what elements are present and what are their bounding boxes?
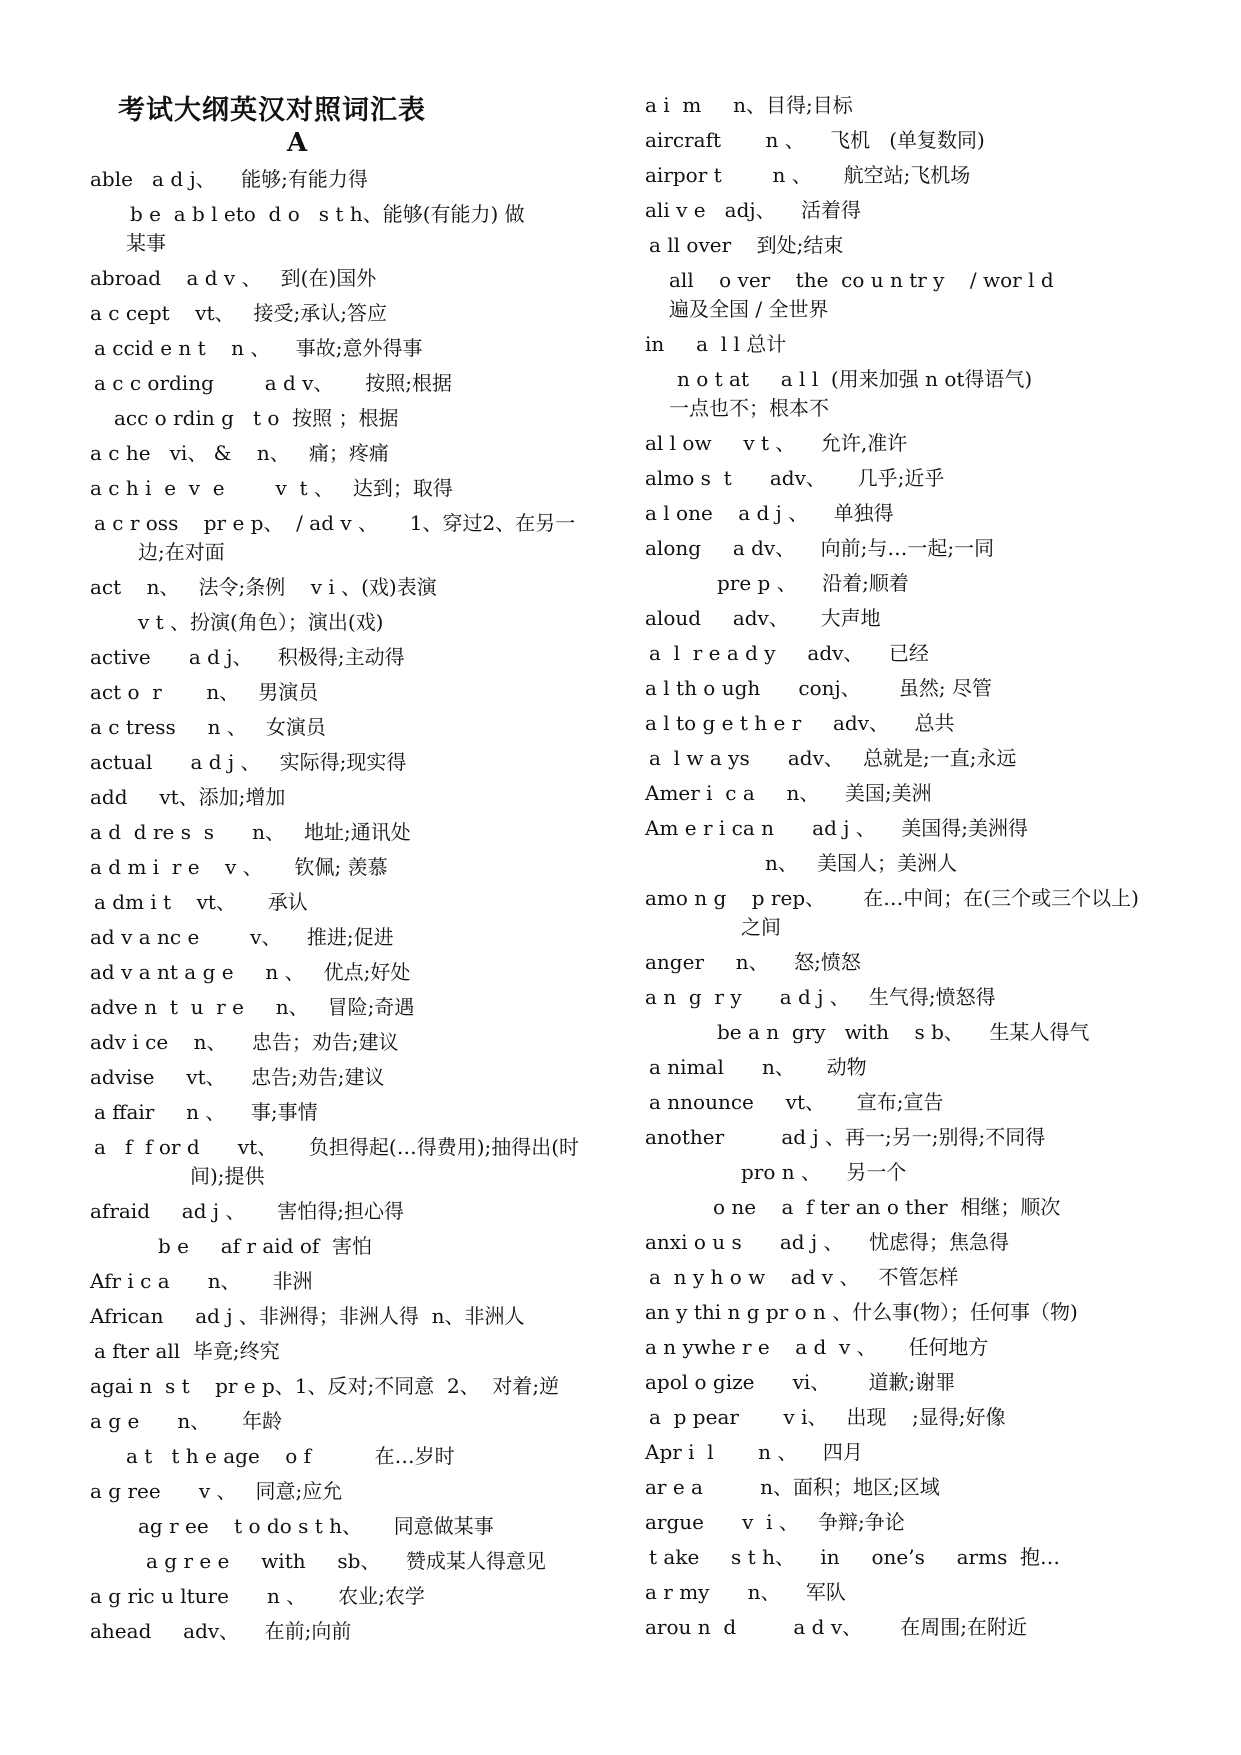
vocab-entry: African ad j 、非洲得；非洲人得 n、非洲人 — [90, 1304, 525, 1328]
vocab-entry: Am e r i ca n ad j 、 美国得;美洲得 — [645, 816, 1028, 840]
vocab-entry: a nimal n、 动物 — [649, 1055, 867, 1079]
vocab-entry: argue v i 、 争辩;争论 — [645, 1510, 905, 1534]
vocab-entry: act n、 法令;条例 v i 、(戏)表演 — [90, 575, 437, 599]
vocab-entry: in a l l 总计 — [645, 332, 787, 356]
vocab-entry: a f f or d vt、 负担得起(…得费用);抽得出(时 — [94, 1135, 580, 1159]
vocab-entry: act o r n、 男演员 — [90, 680, 319, 704]
vocab-entry: an y thi n g pr o n 、什么事(物）；任何事（物) — [645, 1300, 1078, 1324]
vocab-entry: aloud adv、 大声地 — [645, 606, 881, 630]
vocab-entry: adv i ce n、 忠告；劝告;建议 — [90, 1030, 399, 1054]
vocab-entry: a g ric u lture n 、 农业;农学 — [90, 1584, 425, 1608]
vocab-entry: ad v a nt a g e n 、 优点;好处 — [90, 960, 411, 984]
vocab-entry: ad v a nc e v、 推进;促进 — [90, 925, 394, 949]
vocab-entry: another ad j 、再一;另一;别得;不同得 — [645, 1125, 1046, 1149]
vocab-entry: 一点也不；根本不 — [669, 396, 829, 420]
vocab-entry: ag r ee t o do s t h、 同意做某事 — [138, 1514, 494, 1538]
vocab-entry: a l one a d j 、 单独得 — [645, 501, 894, 525]
vocab-entry: a c r oss pr e p、 / ad v 、 1、穿过2、在另一 — [94, 511, 576, 535]
vocab-entry: t ake s t h、 in one’s arms 抱… — [649, 1545, 1061, 1569]
vocab-entry: ar e a n、面积；地区;区域 — [645, 1475, 940, 1499]
vocab-entry: anxi o u s ad j 、 忧虑得；焦急得 — [645, 1230, 1009, 1254]
vocab-entry: a ccid e n t n 、 事故;意外得事 — [94, 336, 423, 360]
vocab-entry: along a dv、 向前;与…一起;一同 — [645, 536, 995, 560]
vocab-entry: a g e n、 年龄 — [90, 1409, 283, 1433]
vocab-entry: o ne a f ter an o ther 相继；顺次 — [713, 1195, 1061, 1219]
vocab-entry: 边;在对面 — [138, 540, 225, 564]
vocab-entry: Amer i c a n、 美国;美洲 — [645, 781, 932, 805]
vocab-entry: a g r e e with sb、 赞成某人得意见 — [146, 1549, 546, 1573]
vocab-entry: al l ow v t 、 允许,准许 — [645, 431, 908, 455]
vocab-entry: a l to g e t h e r adv、 总共 — [645, 711, 955, 735]
vocab-entry: a n y h o w ad v 、 不管怎样 — [649, 1265, 959, 1289]
vocab-entry: 之间 — [741, 915, 781, 939]
vocab-entry: a r my n、 军队 — [645, 1580, 846, 1604]
vocab-entry: all o ver the co u n tr y / wor l d — [669, 268, 1054, 292]
vocab-entry: acc o rdin g t o 按照 ；根据 — [114, 406, 399, 430]
vocab-entry: Afr i c a n、 非洲 — [90, 1269, 313, 1293]
vocab-entry: a n g r y a d j 、 生气得;愤怒得 — [645, 985, 996, 1009]
vocab-entry: a c c ording a d v、 按照;根据 — [94, 371, 453, 395]
vocab-entry: afraid ad j 、 害怕得;担心得 — [90, 1199, 404, 1223]
vocab-entry: a fter all 毕竟;终究 — [94, 1339, 280, 1363]
vocab-entry: Apr i l n 、 四月 — [645, 1440, 863, 1464]
vocab-entry: aircraft n 、 飞机 (单复数同) — [645, 128, 985, 152]
vocab-entry: 间);提供 — [190, 1164, 265, 1188]
vocab-entry: a c h i e v e v t 、 达到；取得 — [90, 476, 453, 500]
vocab-entry: apol o gize vi、 道歉;谢罪 — [645, 1370, 956, 1394]
vocab-entry: agai n s t pr e p、1、反对;不同意 2、 对着;逆 — [90, 1374, 560, 1398]
vocab-entry: airpor t n 、 航空站;飞机场 — [645, 163, 971, 187]
vocab-entry: a ffair n 、 事;事情 — [94, 1100, 318, 1124]
vocab-entry: ali v e adj、 活着得 — [645, 198, 861, 222]
page-title: 考试大纲英汉对照词汇表 — [118, 95, 426, 126]
vocab-entry: a p pear v i、 出现 ;显得;好像 — [649, 1405, 1006, 1429]
vocab-entry: a g ree v 、 同意;应允 — [90, 1479, 343, 1503]
vocab-entry: ahead adv、 在前;向前 — [90, 1619, 352, 1643]
vocab-entry: able a d j、 能够;有能力得 — [90, 167, 368, 191]
vocab-entry: v t 、扮演(角色）；演出(戏) — [138, 610, 384, 634]
vocab-entry: a l th o ugh conj、 虽然; 尽管 — [645, 676, 992, 700]
vocab-entry: 遍及全国 / 全世界 — [669, 297, 829, 321]
vocab-entry: adve n t u r e n、 冒险;奇遇 — [90, 995, 415, 1019]
vocab-entry: a d m i r e v 、 钦佩; 羡慕 — [90, 855, 388, 879]
vocab-entry: almo s t adv、 几乎;近乎 — [645, 466, 945, 490]
vocab-entry: a c he vi、 & n、 痛；疼痛 — [90, 441, 389, 465]
vocab-entry: be a n gry with s b、 生某人得气 — [717, 1020, 1090, 1044]
vocab-entry: n o t at a l l (用来加强 n ot得语气) — [677, 367, 1033, 391]
vocab-entry: actual a d j 、 实际得;现实得 — [90, 750, 407, 774]
vocab-entry: b e af r aid of 害怕 — [158, 1234, 373, 1258]
vocab-entry: a t t h e age o f 在…岁时 — [126, 1444, 455, 1468]
vocab-entry: a c tress n 、 女演员 — [90, 715, 326, 739]
vocab-entry: a c cept vt、 接受;承认;答应 — [90, 301, 388, 325]
section-letter: A — [287, 128, 308, 158]
vocab-entry: n、 美国人；美洲人 — [765, 851, 957, 875]
vocab-entry: pro n 、 另一个 — [741, 1160, 907, 1184]
vocab-entry: b e a b l eto d o s t h、能够(有能力) 做 — [130, 202, 525, 226]
vocab-entry: a l w a ys adv、 总就是;一直;永远 — [649, 746, 1017, 770]
vocab-entry: a nnounce vt、 宣布;宣告 — [649, 1090, 944, 1114]
vocab-entry: pre p 、 沿着;顺着 — [717, 571, 909, 595]
vocab-entry: a d d re s s n、 地址;通讯处 — [90, 820, 411, 844]
vocab-entry: 某事 — [126, 231, 166, 255]
vocab-entry: amo n g p rep、 在…中间；在(三个或三个以上) — [645, 886, 1139, 910]
vocab-entry: arou n d a d v、 在周围;在附近 — [645, 1615, 1028, 1639]
right-column — [645, 92, 1205, 1649]
vocab-entry: abroad a d v 、 到(在)国外 — [90, 266, 377, 290]
vocab-entry: active a d j、 积极得;主动得 — [90, 645, 405, 669]
vocab-entry: anger n、 怒;愤怒 — [645, 950, 861, 974]
vocab-entry: a l r e a d y adv、 已经 — [649, 641, 929, 665]
vocab-entry: a ll over 到处;结束 — [649, 233, 844, 257]
vocab-entry: advise vt、 忠告;劝告;建议 — [90, 1065, 385, 1089]
vocab-entry: add vt、添加;增加 — [90, 785, 286, 809]
vocab-entry: a n ywhe r e a d v 、 任何地方 — [645, 1335, 989, 1359]
vocab-entry: a dm i t vt、 承认 — [94, 890, 308, 914]
left-column — [90, 166, 650, 1653]
vocab-entry: a i m n、目得;目标 — [645, 93, 853, 117]
